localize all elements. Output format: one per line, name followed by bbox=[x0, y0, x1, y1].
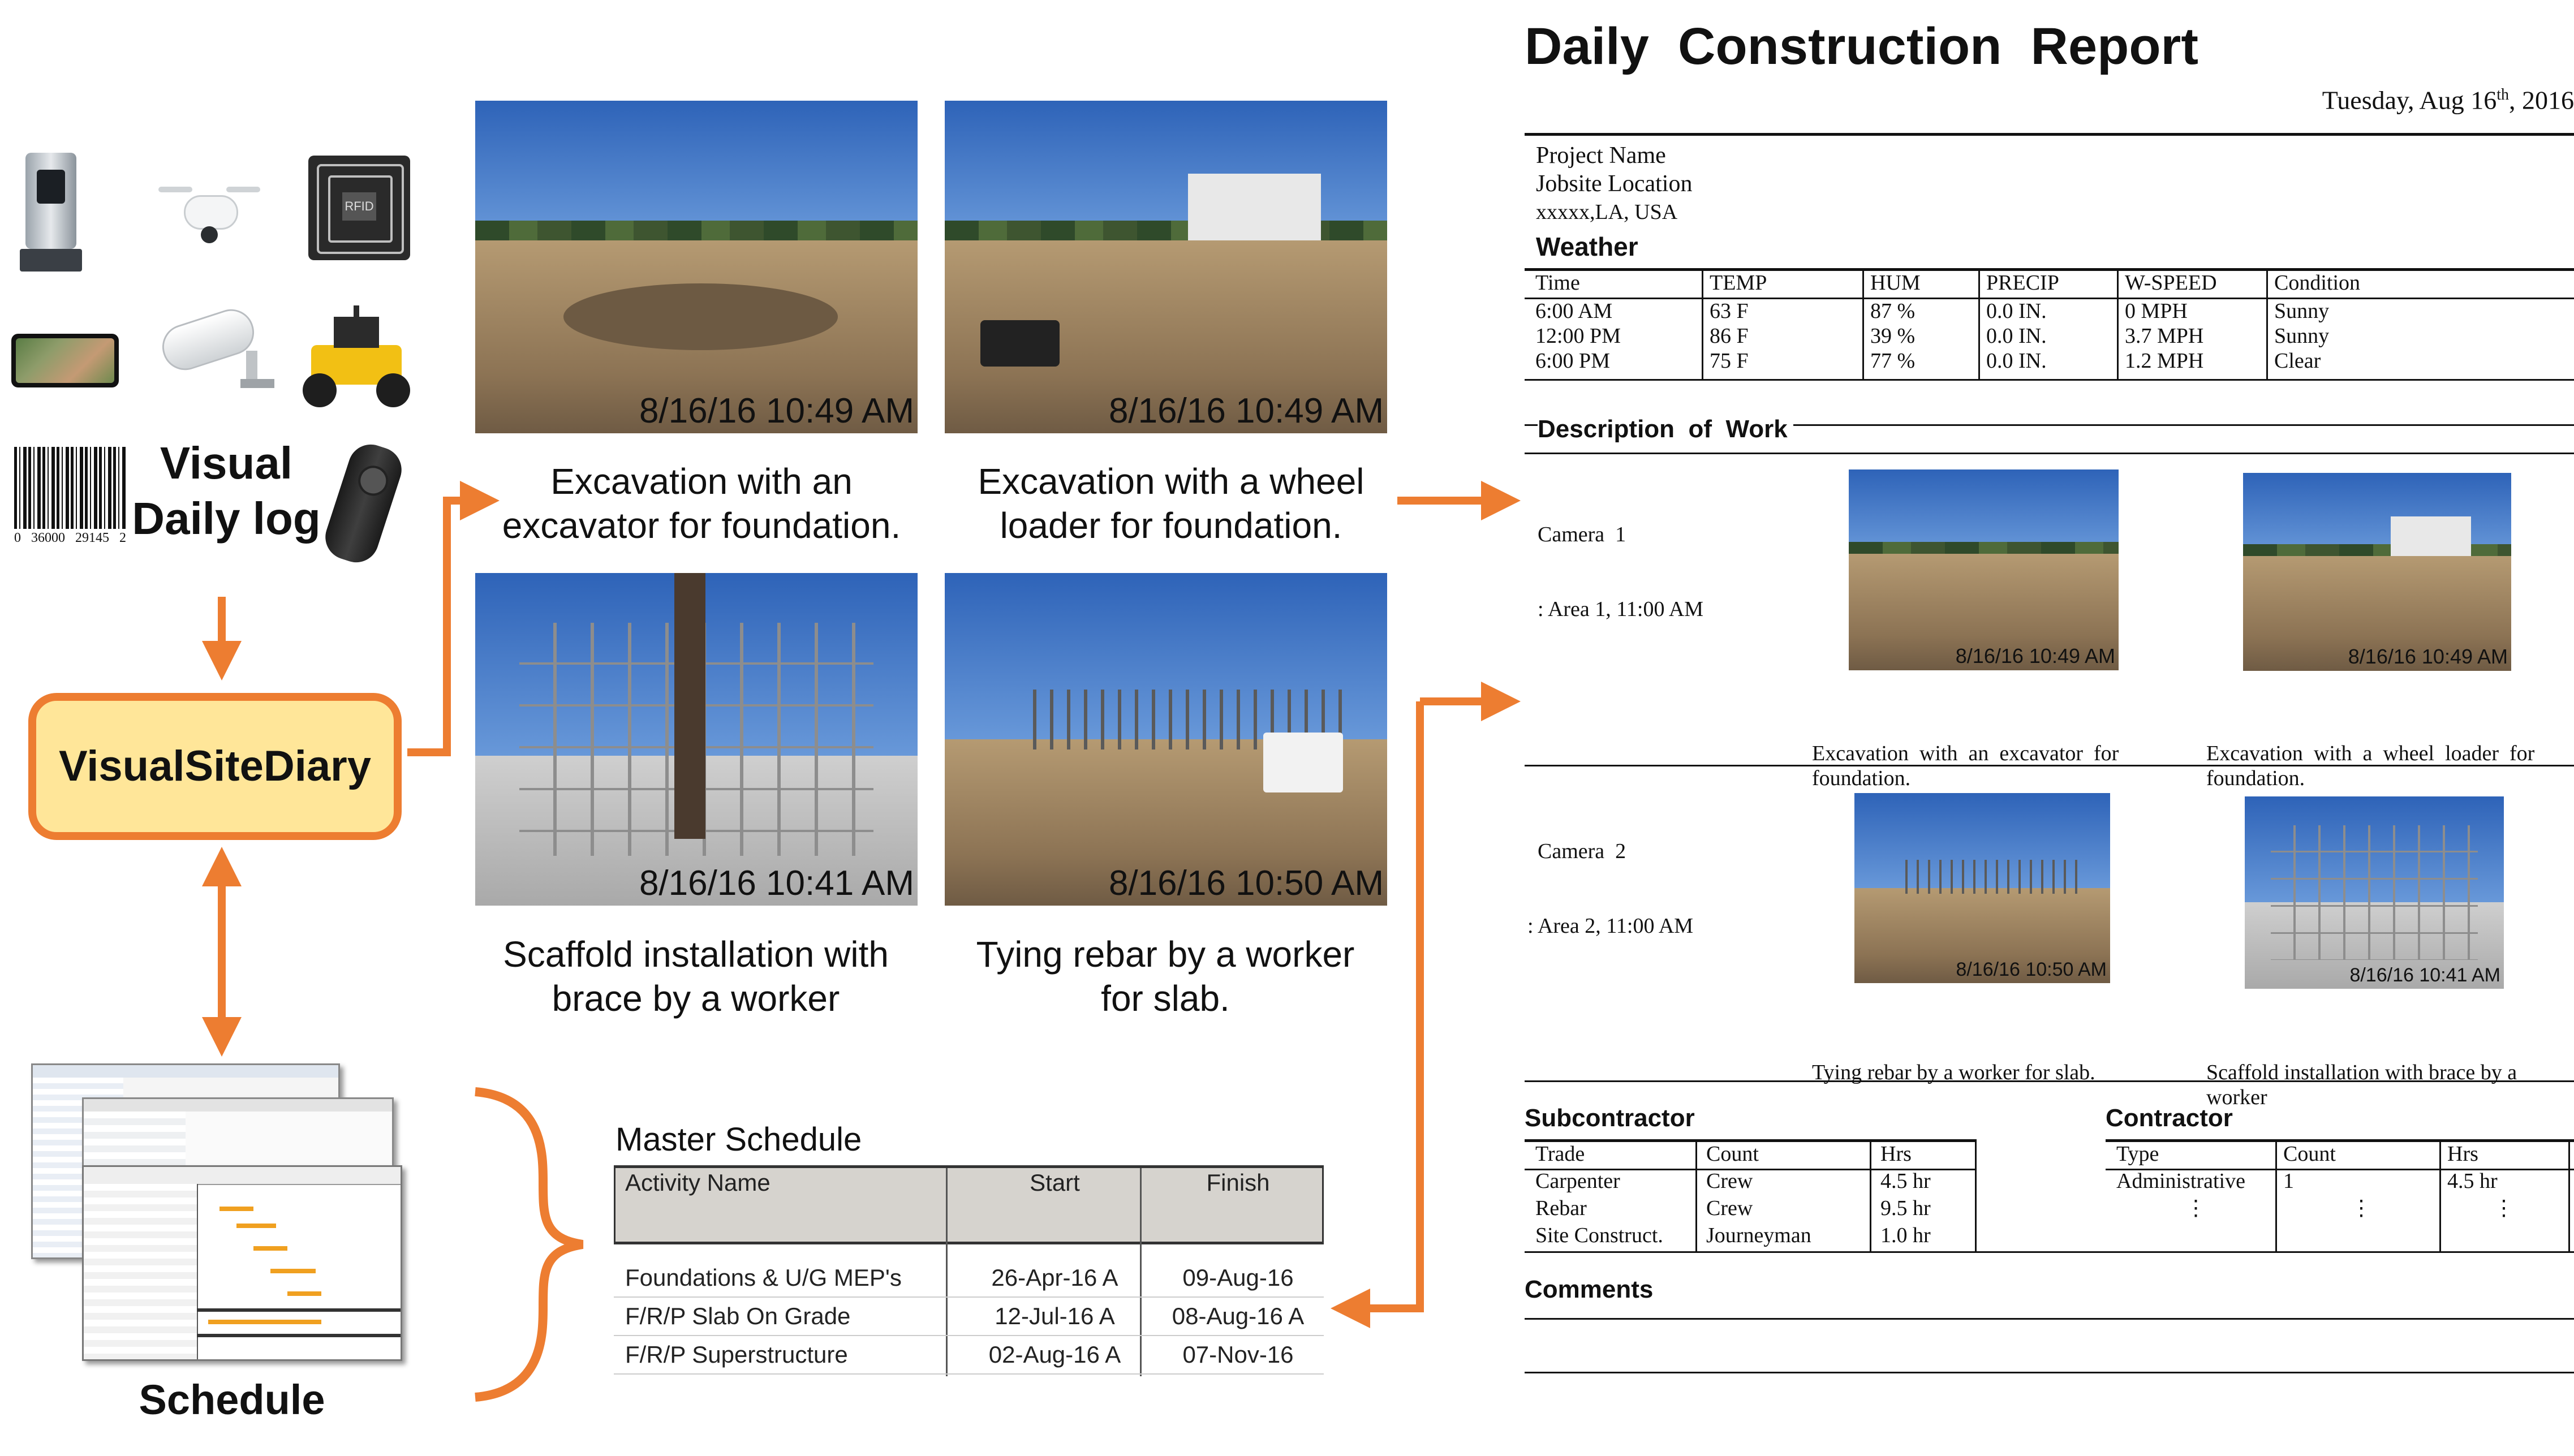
project-info bbox=[1536, 141, 1692, 226]
table-row: 12:00 PM 86 F 39 % 0.0 IN. 3.7 MPH Sunny bbox=[1535, 324, 2330, 348]
ms-header-finish: Finish bbox=[1206, 1169, 1270, 1196]
contractor-heading: Contractor bbox=[2106, 1104, 2233, 1132]
report-date: Tuesday, Aug 16th, 2016 bbox=[2322, 85, 2574, 115]
photo-caption: Excavation with an excavator for foundation. bbox=[502, 461, 901, 546]
table-row[interactable]: Foundations & U/G MEP's 26-Apr-16 A 09-Aug-16 bbox=[614, 1259, 1324, 1297]
weather-heading: Weather bbox=[1536, 232, 1638, 261]
photo-timestamp: 8/16/16 10:49 AM bbox=[1108, 391, 1384, 430]
photo-caption: Tying rebar by a worker for slab. bbox=[976, 934, 1355, 1019]
schedule-gantt-icon bbox=[82, 1165, 402, 1361]
jobsite-address: xxxxx,LA, USA bbox=[1536, 200, 1678, 224]
drone-icon bbox=[153, 181, 266, 255]
report-photo-wheel-loader[interactable]: 8/16/16 10:49 AM bbox=[2243, 473, 2511, 671]
table-row: Administrative 1 4.5 hr bbox=[2116, 1169, 2498, 1193]
table-row: Carpenter Crew 4.5 hr bbox=[1535, 1169, 1931, 1193]
subcontractor-heading: Subcontractor bbox=[1525, 1104, 1695, 1132]
schedule-brace bbox=[475, 1092, 583, 1397]
table-row: Site Construct. Journeyman 1.0 hr bbox=[1535, 1224, 1931, 1247]
visualsitediary-label: VisualSiteDiary bbox=[58, 742, 371, 790]
photo-excavator[interactable] bbox=[475, 101, 918, 433]
master-schedule-title: Master Schedule bbox=[615, 1121, 862, 1158]
jobsite-location: Jobsite Location bbox=[1536, 171, 1693, 197]
report-photo-rebar[interactable]: 8/16/16 10:50 AM bbox=[1854, 793, 2110, 983]
table-row: ⋮ ⋮ ⋮ bbox=[2185, 1196, 2515, 1220]
laser-scanner-icon bbox=[20, 153, 82, 274]
report-photo-excavator[interactable]: 8/16/16 10:49 AM bbox=[1849, 469, 2119, 670]
ms-header-start: Start bbox=[1030, 1169, 1080, 1196]
table-row[interactable]: F/R/P Slab On Grade 12-Jul-16 A 08-Aug-16 A bbox=[614, 1297, 1324, 1336]
camera1-label: Camera 1 : Area 1, 11:00 AM bbox=[1538, 523, 1704, 621]
schedule-label: Schedule bbox=[139, 1376, 325, 1423]
comments-heading: Comments bbox=[1525, 1276, 1654, 1303]
report-caption: Scaffold installation with brace by a worker bbox=[2206, 1061, 2517, 1109]
barcode-icon bbox=[14, 447, 127, 549]
photo-rebar[interactable] bbox=[945, 573, 1387, 906]
visual-log-icons bbox=[11, 141, 419, 571]
table-row[interactable]: F/R/P Superstructure 02-Aug-16 A 07-Nov-16 bbox=[614, 1336, 1324, 1374]
barcode-number: 0 36000 29145 2 bbox=[14, 531, 126, 545]
photo-caption: Excavation with a wheel loader for foundation. bbox=[978, 461, 1365, 546]
photo-scaffold[interactable] bbox=[475, 573, 918, 906]
subcontractor-table: Trade Count Hrs Carpenter Crew 4.5 hr Rebar Crew 9.5 hr Site Construct. Journeyman 1.0 hr bbox=[1527, 1141, 1978, 1250]
security-camera-icon bbox=[161, 311, 280, 390]
report-caption: Excavation with a wheel loader for foundation. bbox=[2206, 742, 2535, 790]
360-camera-icon bbox=[320, 438, 407, 568]
project-name: Project Name bbox=[1536, 143, 1666, 169]
photo-timestamp: 8/16/16 10:41 AM bbox=[639, 864, 914, 903]
visualsitediary-box[interactable] bbox=[28, 693, 402, 840]
photo-timestamp: 8/16/16 10:50 AM bbox=[1108, 864, 1384, 903]
phone-photo-icon bbox=[11, 334, 119, 387]
master-schedule-table bbox=[614, 1165, 1324, 1376]
ms-header-activity: Activity Name bbox=[625, 1169, 771, 1196]
rfid-tag-icon: RFID bbox=[308, 156, 410, 260]
schedule-screenshots bbox=[31, 1063, 438, 1358]
photo-wheel-loader[interactable] bbox=[945, 101, 1387, 433]
table-row: 6:00 AM 63 F 87 % 0.0 IN. 0 MPH Sunny bbox=[1535, 299, 2330, 323]
contractor-table: Type Count Hrs Administrative 1 4.5 hr ⋮ ⋮ ⋮ bbox=[2108, 1141, 2560, 1230]
description-heading: Description of Work bbox=[1538, 414, 1793, 445]
camera2-label: Camera 2 : Area 2, 11:00 AM bbox=[1527, 839, 1694, 938]
photo-caption: Scaffold installation with brace by a worker bbox=[503, 934, 889, 1019]
report-title: Daily Construction Report bbox=[1525, 18, 2198, 75]
robot-icon bbox=[300, 305, 413, 410]
report-caption: Tying rebar by a worker for slab. bbox=[1812, 1061, 2095, 1084]
weather-table: Time TEMP HUM PRECIP W-SPEED Condition 6:00 AM 63 F 87 % 0.0 IN. 0 MPH Sunny 12:00 PM 86 F 39 % 0.0 IN. 3.7 MPH Sunny 6:00 PM 75 F 77 % 0.0 IN. 1.2 MPH Clear bbox=[1527, 270, 2444, 373]
photo-timestamp: 8/16/16 10:49 AM bbox=[639, 391, 914, 430]
table-row: 6:00 PM 75 F 77 % 0.0 IN. 1.2 MPH Clear bbox=[1535, 349, 2321, 373]
report-caption: Excavation with an excavator for foundation. bbox=[1812, 742, 2119, 790]
table-row: Rebar Crew 9.5 hr bbox=[1535, 1196, 1931, 1220]
report-photo-scaffold[interactable]: 8/16/16 10:41 AM bbox=[2245, 796, 2504, 989]
visual-log-label: Visual Daily log bbox=[132, 438, 321, 544]
